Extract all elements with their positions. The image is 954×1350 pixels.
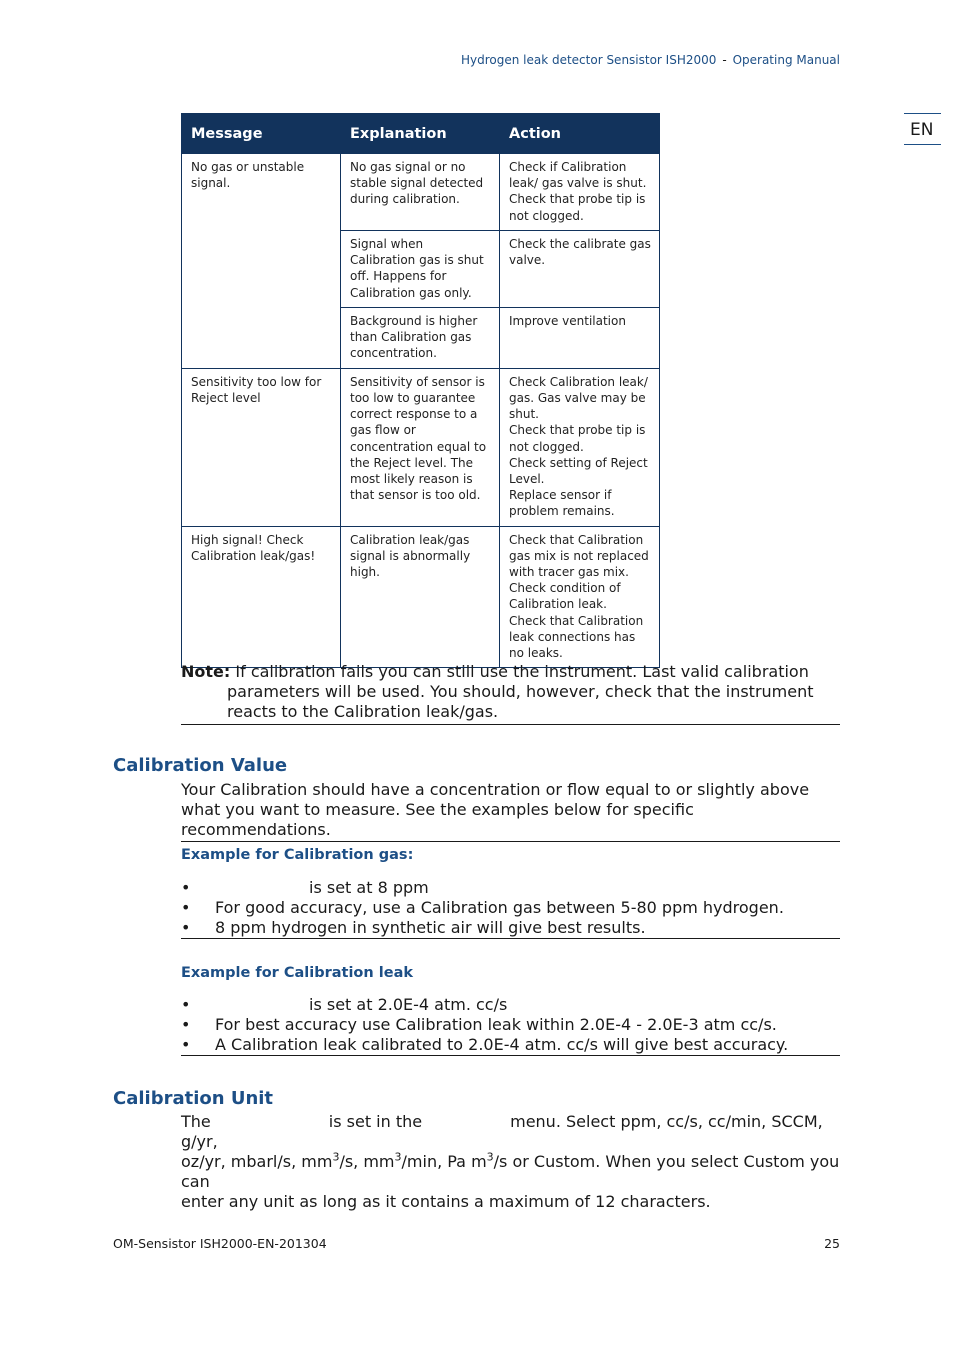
footer-doc-id: OM-Sensistor ISH2000-EN-201304 bbox=[113, 1236, 327, 1251]
col-header-action: Action bbox=[500, 114, 660, 154]
explanation-cell: Calibration leak/gas signal is abnormally high. bbox=[341, 526, 500, 668]
table-row bbox=[182, 526, 660, 668]
explanation-cell: Signal when Calibration gas is shut off. Happens for Calibration gas only. bbox=[341, 231, 500, 308]
example-leak-list bbox=[181, 995, 840, 1056]
list-item: • For best accuracy use Calibration leak within 2.0E-4 - 2.0E-3 atm cc/s. bbox=[181, 1015, 777, 1034]
example-gas-title: Example for Calibration gas: bbox=[181, 847, 414, 863]
note-line-2: parameters will be used. You should, however, check that the instrument bbox=[227, 682, 814, 701]
list-item: • is set at 8 ppm bbox=[181, 878, 429, 897]
action-cell: Check if Calibration leak/ gas valve is shut. Check that probe tip is not clogged. bbox=[500, 154, 660, 231]
list-item: • 8 ppm hydrogen in synthetic air will give best results. bbox=[181, 918, 646, 937]
action-cell: Check that Calibration gas mix is not replaced with tracer gas mix. Check condition of Calibration leak. Check that Calibration leak connections has no leaks. bbox=[500, 526, 660, 668]
example-gas-list bbox=[181, 878, 840, 939]
section-title-calibration-value: Calibration Value bbox=[113, 755, 288, 776]
message-cell: High signal! Check Calibration leak/gas! bbox=[182, 526, 341, 668]
note-line-3: reacts to the Calibration leak/gas. bbox=[227, 702, 499, 721]
section-title-calibration-unit: Calibration Unit bbox=[113, 1088, 274, 1109]
running-header bbox=[461, 53, 840, 67]
table-row bbox=[182, 368, 660, 526]
header-separator: - bbox=[722, 53, 727, 67]
calibration-note bbox=[181, 662, 840, 725]
list-item: • A Calibration leak calibrated to 2.0E-4 atm. cc/s will give best accuracy. bbox=[181, 1035, 789, 1054]
page-number: 25 bbox=[824, 1236, 840, 1251]
calibration-unit-paragraph: The is set in the menu. Select ppm, cc/s, cc/min, SCCM, g/yr, oz/yr, mbarl/s, $mm^3/s$, $mm^3/\min$, Pa $m^3/s$ or Custom. When you select Custom you can enter any unit as long as it contains a maximum of 12 characters. bbox=[181, 1112, 840, 1211]
col-header-message: Message bbox=[182, 114, 341, 154]
note-label: Note: bbox=[181, 662, 231, 681]
table-header-row bbox=[182, 114, 660, 154]
error-message-table bbox=[181, 113, 660, 668]
calibration-value-paragraph: Your Calibration should have a concentration or flow equal to or slightly above what you want to measure. See the examples below for specific recommendations. bbox=[181, 780, 840, 842]
header-manual: Operating Manual bbox=[732, 53, 840, 67]
col-header-explanation: Explanation bbox=[341, 114, 500, 154]
example-leak-title: Example for Calibration leak bbox=[181, 965, 413, 981]
list-item: • is set at 2.0E-4 atm. cc/s bbox=[181, 995, 508, 1014]
message-cell: Sensitivity too low for Reject level bbox=[182, 368, 341, 526]
list-item: • For good accuracy, use a Calibration gas between 5-80 ppm hydrogen. bbox=[181, 898, 784, 917]
action-cell: Check the calibrate gas valve. bbox=[500, 231, 660, 308]
table-row bbox=[182, 154, 660, 231]
language-tab: EN bbox=[904, 113, 941, 145]
action-cell: Check Calibration leak/ gas. Gas valve may be shut. Check that probe tip is not clogged. Check setting of Reject Level. Replace sensor if problem remains. bbox=[500, 368, 660, 526]
note-line-1: If calibration fails you can still use the instrument. Last valid calibration bbox=[235, 662, 809, 681]
message-cell: No gas or unstable signal. bbox=[182, 154, 341, 369]
header-doc-title: Hydrogen leak detector Sensistor ISH2000 bbox=[460, 53, 717, 67]
action-cell: Improve ventilation bbox=[500, 307, 660, 368]
explanation-cell: No gas signal or no stable signal detected during calibration. bbox=[341, 154, 500, 231]
explanation-cell: Background is higher than Calibration gas concentration. bbox=[341, 307, 500, 368]
explanation-cell: Sensitivity of sensor is too low to guarantee correct response to a gas flow or concentration equal to the Reject level. The most likely reason is that sensor is too old. bbox=[341, 368, 500, 526]
